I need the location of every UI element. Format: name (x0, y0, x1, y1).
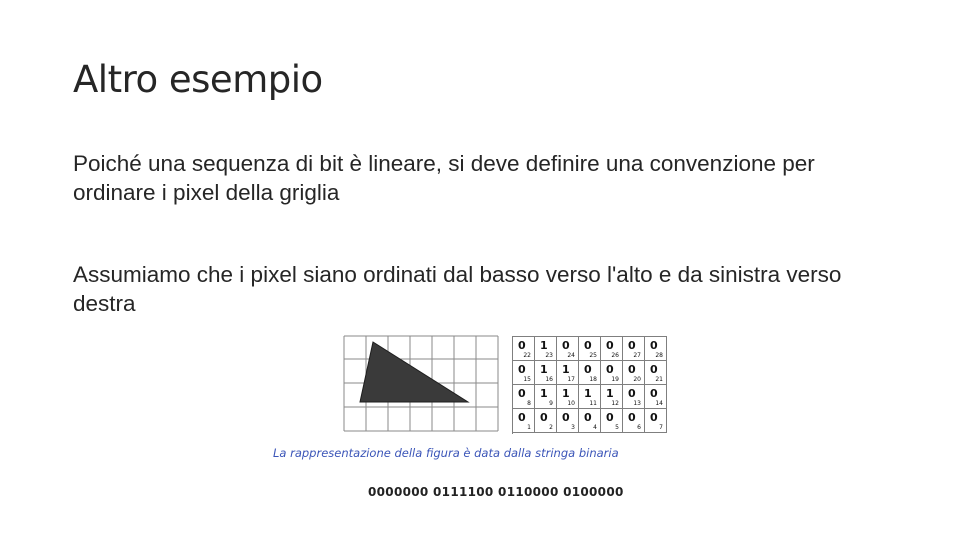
cell-bit: 0 (628, 411, 636, 424)
cell-bit: 0 (628, 339, 636, 352)
grid-cell (535, 409, 557, 433)
cell-index: 24 (567, 352, 575, 359)
cell-index: 6 (637, 424, 641, 431)
cell-index: 11 (589, 400, 597, 407)
grid-cell (535, 361, 557, 385)
grid-cell (535, 385, 557, 409)
grid-cell (557, 385, 579, 409)
cell-bit: 0 (650, 363, 658, 376)
cell-index: 28 (655, 352, 663, 359)
cell-bit: 1 (540, 339, 548, 352)
grid-cell (601, 361, 623, 385)
grid-cell (535, 337, 557, 361)
cell-index: 14 (655, 400, 663, 407)
grid-cell (645, 337, 667, 361)
grid-cell (579, 337, 601, 361)
grid-cell (579, 409, 601, 433)
cell-bit: 0 (650, 411, 658, 424)
cell-index: 8 (527, 400, 531, 407)
grid-cell (557, 361, 579, 385)
cell-bit: 0 (606, 411, 614, 424)
cell-bit: 0 (584, 363, 592, 376)
grid-cell (645, 361, 667, 385)
grid-cell (579, 361, 601, 385)
grid-cell (601, 385, 623, 409)
cell-bit: 0 (562, 411, 570, 424)
grid-cell (513, 409, 535, 433)
paragraph-convention: Poiché una sequenza di bit è lineare, si deve definire una convenzione per ordinare i pixel della griglia (73, 151, 815, 205)
cell-index: 10 (567, 400, 575, 407)
cell-index: 26 (611, 352, 619, 359)
cell-bit: 0 (628, 363, 636, 376)
cell-bit: 0 (606, 363, 614, 376)
grid-cell (645, 385, 667, 409)
cell-index: 18 (589, 376, 597, 383)
grid-cell (623, 385, 645, 409)
grid-cell (513, 385, 535, 409)
cell-index: 13 (633, 400, 641, 407)
cell-bit: 0 (650, 387, 658, 400)
cell-index: 17 (567, 376, 575, 383)
cell-index: 25 (589, 352, 597, 359)
cell-index: 5 (615, 424, 619, 431)
cell-bit: 0 (650, 339, 658, 352)
cell-bit: 1 (562, 387, 570, 400)
cell-bit: 0 (562, 339, 570, 352)
figure-caption: La rappresentazione della figura è data dalla stringa binaria (273, 446, 619, 460)
grid-cell (513, 337, 535, 361)
cell-index: 16 (545, 376, 553, 383)
grid-cell (601, 409, 623, 433)
cell-index: 27 (633, 352, 641, 359)
cell-index: 7 (659, 424, 663, 431)
cell-index: 2 (549, 424, 553, 431)
cell-bit: 0 (518, 411, 526, 424)
binary-string: 0000000 0111100 0110000 0100000 (368, 485, 624, 499)
triangle-grid-image (340, 333, 500, 433)
grid-cell (623, 409, 645, 433)
slide-title: Altro esempio (73, 58, 323, 101)
cell-bit: 1 (606, 387, 614, 400)
cell-bit: 0 (540, 411, 548, 424)
paragraph-ordering: Assumiamo che i pixel siano ordinati dal basso verso l'alto e da sinistra verso destra (73, 262, 842, 316)
bit-index-grid (512, 336, 667, 434)
grid-cell (557, 337, 579, 361)
grid-cell (579, 385, 601, 409)
cell-index: 21 (655, 376, 663, 383)
cell-bit: 0 (518, 363, 526, 376)
cell-bit: 1 (540, 387, 548, 400)
cell-index: 20 (633, 376, 641, 383)
cell-bit: 0 (606, 339, 614, 352)
cell-index: 22 (523, 352, 531, 359)
grid-cell (557, 409, 579, 433)
cell-bit: 1 (540, 363, 548, 376)
grid-cell (601, 337, 623, 361)
grid-cell (623, 337, 645, 361)
cell-index: 12 (611, 400, 619, 407)
cell-bit: 0 (518, 387, 526, 400)
grid-cell (513, 361, 535, 385)
cell-index: 19 (611, 376, 619, 383)
cell-bit: 0 (628, 387, 636, 400)
cell-bit: 0 (584, 411, 592, 424)
cell-index: 15 (523, 376, 531, 383)
grid-cell (645, 409, 667, 433)
cell-index: 9 (549, 400, 553, 407)
cell-index: 3 (571, 424, 575, 431)
cell-index: 23 (545, 352, 553, 359)
cell-bit: 0 (584, 339, 592, 352)
cell-bit: 0 (518, 339, 526, 352)
cell-bit: 1 (562, 363, 570, 376)
cell-index: 4 (593, 424, 597, 431)
cell-bit: 1 (584, 387, 592, 400)
grid-cell (623, 361, 645, 385)
cell-index: 1 (527, 424, 531, 431)
